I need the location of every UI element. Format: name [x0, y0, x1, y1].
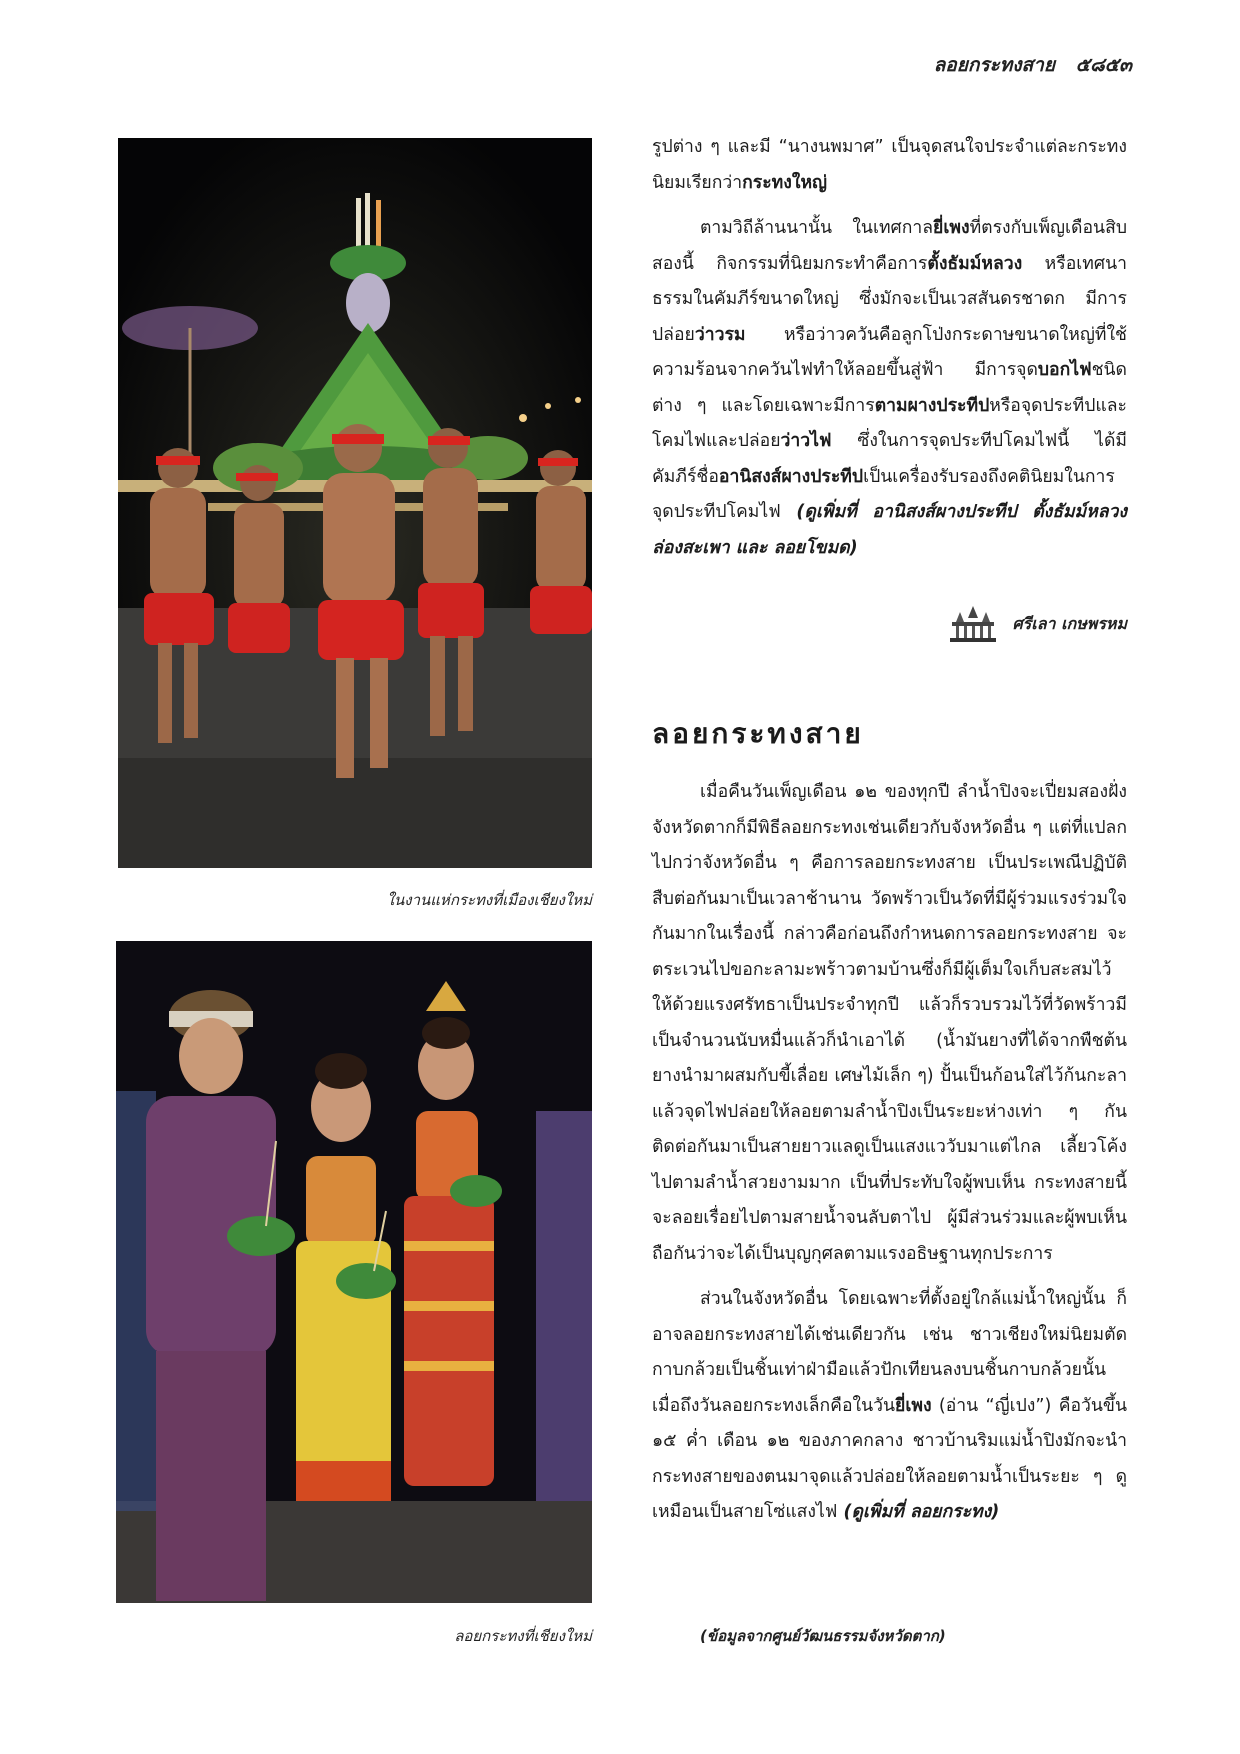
cross-reference: (ดูเพิ่มที่ ลอยกระทง) — [837, 1502, 1000, 1522]
article-body — [652, 775, 1127, 1541]
photo-caption-bottom: ลอยกระทงที่เชียงใหม่ — [454, 1627, 592, 1645]
author-signature — [946, 604, 1127, 644]
running-header — [934, 50, 1132, 80]
bold-term: บอกไฟ — [1037, 360, 1092, 380]
bold-term: กระทงใหญ่ — [742, 172, 828, 193]
bold-term: ว่าวรม — [694, 324, 746, 345]
bold-term: ตามผางประทีป — [874, 395, 990, 416]
text-run: เป็นเครื่องรับรองถึงคตินิยมในการจุดประทีปโคมไฟ — [652, 466, 1115, 522]
text-run: ชนิดต่าง ๆ และโดยเฉพาะมีการ — [652, 360, 1127, 416]
author-name: ศรีเลา เกษพรหม — [1012, 613, 1127, 633]
bold-term: ตั้งธัมม์หลวง — [927, 253, 1023, 274]
photo-caption-top: ในงานแห่กระทงที่เมืองเชียงใหม่ — [386, 891, 592, 909]
bold-term: อานิสงส์ผางประทีป — [718, 466, 864, 487]
bold-term: ว่าวไฟ — [780, 431, 832, 451]
text-run: (อ่าน “ญี่เปง”) คือวันขึ้น ๑๕ ค่ำ เดือน ๑๒ ของภาคกลาง ชาวบ้านริมแม่น้ำปิงมักจะนำกระทงสายของตนมาจุดแล้วปล่อยให้ลอยตามน้ำเป็นระยะ ๆ ดูเหมือนเป็นสายโซ่แสงไฟ — [652, 1395, 1127, 1522]
paragraph: เมื่อคืนวันเพ็ญเดือน ๑๒ ของทุกปี ลำน้ำปิงจะเปี่ยมสองฝั่ง จังหวัดตากก็มีพิธีลอยกระทงเช่นเดียวกับจังหวัดอื่น ๆ แต่ที่แปลกไปกว่าจังหวัดอื่น ๆ คือการลอยกระทงสาย เป็นประเพณีปฏิบัติสืบต่อกันมาเป็นเวลาช้านาน วัดพร้าวเป็นวัดที่มีผู้ร่วมแรงร่วมใจกันมากในเรื่องนี้ กล่าวคือก่อนถึงกำหนดการลอยกระทงสาย จะตระเวนไปขอกะลามะพร้าวตามบ้านซึ่งก็มีผู้เต็มใจเก็บสะสมไว้ให้ด้วยแรงศรัทธาเป็นประจำทุกปี แล้วก็รวบรวมไว้ที่วัดพร้าวมีเป็นจำนวนนับหมื่นแล้วก็นำเอาได้ (น้ำมันยางที่ได้จากพืชต้นยางนำมาผสมกับขี้เลื่อย เศษไม้เล็ก ๆ) ปั้นเป็นก้อนใส่ไว้ก้นกะลาแล้วจุดไฟปล่อยให้ลอยตามลำน้ำปิงเป็นระยะห่างเท่า ๆ กัน ติดต่อกันมาเป็นสายยาวแลดูเป็นแสงแววับมาแต่ไกล เลี้ยวโค้งไปตามลำน้ำสวยงามมาก เป็นที่ประทับใจผู้พบเห็น กระทงสายนี้จะลอยเรื่อยไปตามสายน้ำจนลับตาไป ผู้มีส่วนร่วมและผู้พบเห็นถือกันว่าจะได้เป็นบุญกุศลตามแรงอธิษฐานทุกประการ — [652, 782, 1127, 1264]
photo-krathong-chiang-mai — [116, 941, 592, 1603]
cross-reference: (ดูเพิ่มที่ อานิสงส์ผางประทีป ตั้งธัมม์หลวง ล่องสะเพา และ ลอยโขมด) — [652, 502, 1127, 558]
encyclopedia-emblem-icon — [946, 604, 1000, 644]
previous-article-text — [652, 130, 1127, 576]
bold-term: ยี่เพง — [933, 218, 970, 238]
paragraph — [652, 211, 1127, 566]
bold-term: ยี่เพง — [895, 1395, 932, 1416]
text-run: ซึ่งในการจุดประทีปโคมไฟนี้ ได้มีคัมภีร์ชื่อ — [652, 431, 1127, 487]
page-number: ๕๘๕๓ — [1075, 54, 1132, 76]
text-run: ที่ตรงกับเพ็ญเดือนสิบสองนี้ กิจกรรมที่นิยมกระทำคือการ — [652, 218, 1127, 274]
paragraph — [652, 130, 1127, 201]
text-run: ส่วนในจังหวัดอื่น โดยเฉพาะที่ตั้งอยู่ใกล้แม่น้ำใหญ่นั้น ก็อาจลอยกระทงสายได้เช่นเดียวกัน เช่น ชาวเชียงใหม่นิยมตัดกาบกล้วยเป็นชิ้นเท่าฝ่ามือแล้วปักเทียนลงบนชิ้นกาบกล้วยนั้น เมื่อถึงวันลอยกระทงเล็กคือในวัน — [652, 1289, 1127, 1416]
text-run: รูปต่าง ๆ และมี “นางนพมาศ” เป็นจุดสนใจประจำแต่ละกระทง นิยมเรียกว่า — [652, 137, 1127, 193]
text-run: หรือจุดประทีปและโคมไฟและปล่อย — [652, 395, 1127, 451]
article-title: ลอยกระทงสาย — [652, 717, 864, 750]
paragraph — [652, 1282, 1127, 1531]
text-run: ตามวิถีล้านนานั้น ในเทศกาล — [700, 218, 934, 238]
source-note: (ข้อมูลจากศูนย์วัฒนธรรมจังหวัดตาก) — [700, 1627, 946, 1645]
photo-krathong-procession — [118, 138, 592, 868]
text-run: หรือเทศนาธรรมในคัมภีร์ขนาดใหญ่ ซึ่งมักจะเป็นเวสสันดรชาดก มีการปล่อย — [652, 253, 1127, 345]
running-header-title: ลอยกระทงสาย — [933, 54, 1055, 76]
text-run: หรือว่าวควันคือลูกโป่งกระดาษขนาดใหญ่ที่ใช้ความร้อนจากควันไฟทำให้ลอยขึ้นสู่ฟ้า มีการจุด — [652, 324, 1127, 380]
